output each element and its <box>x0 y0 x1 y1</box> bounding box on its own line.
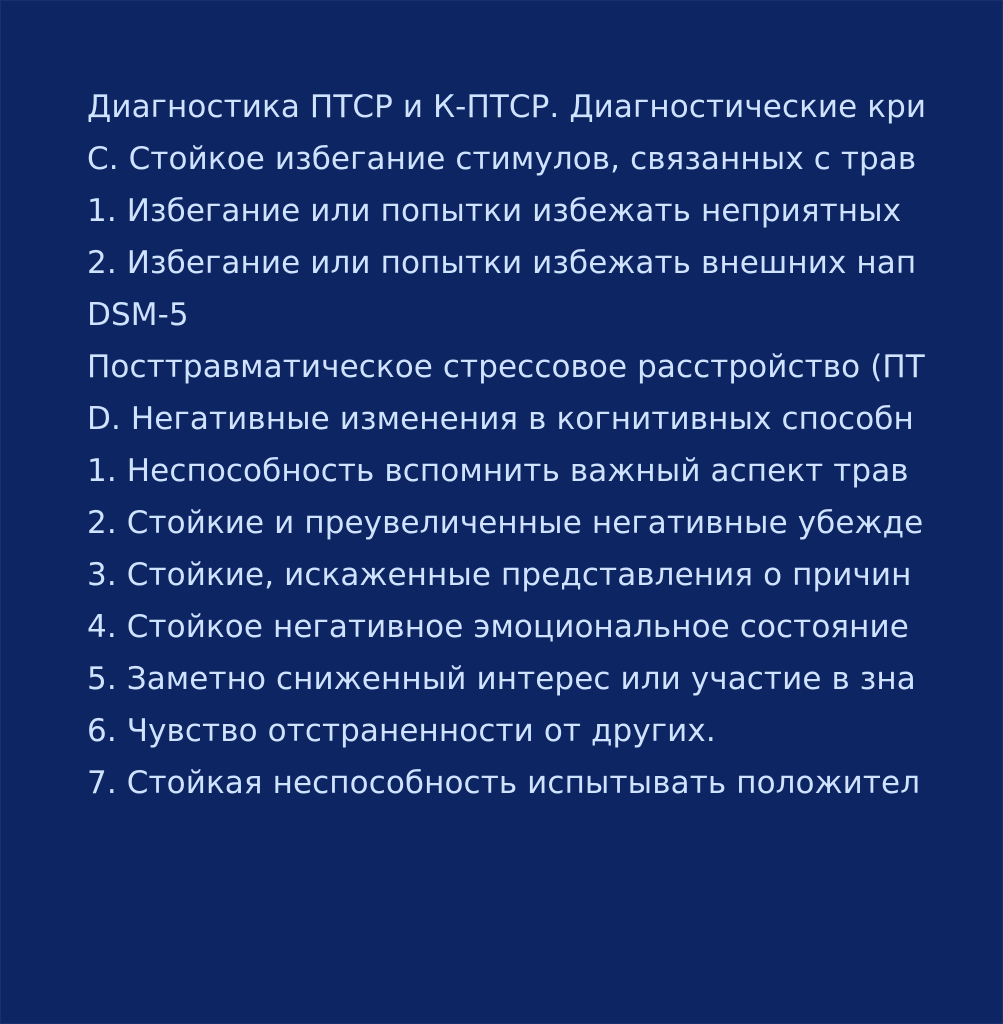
slide-line-d3: 3. Стойкие, искаженные представления о причин <box>87 557 912 593</box>
slide-line-criterion-d: D. Негативные изменения в когнитивных способн <box>87 401 914 437</box>
slide-line-c2: 2. Избегание или попытки избежать внешних нап <box>87 245 917 281</box>
slide-line-title: Диагностика ПТСР и К-ПТСР. Диагностические кри <box>87 89 927 125</box>
slide-line-d7: 7. Стойкая неспособность испытывать положител <box>87 765 921 801</box>
slide-line-c1: 1. Избегание или попытки избежать неприятных <box>87 193 902 229</box>
slide-line-d5: 5. Заметно сниженный интерес или участие в зна <box>87 661 916 697</box>
slide-line-d6: 6. Чувство отстраненности от других. <box>87 713 716 749</box>
slide-text-body <box>87 81 1003 809</box>
slide-line-d1: 1. Неспособность вспомнить важный аспект трав <box>87 453 909 489</box>
slide-line-criterion-c: C. Стойкое избегание стимулов, связанных с трав <box>87 141 917 177</box>
slide-line-dsm5: DSM-5 <box>87 297 189 333</box>
slide-line-d4: 4. Стойкое негативное эмоциональное состояние <box>87 609 909 645</box>
slide-line-d2: 2. Стойкие и преувеличенные негативные убежде <box>87 505 924 541</box>
slide-line-ptsd-heading: Посттравматическое стрессовое расстройство (ПТ <box>87 349 925 385</box>
